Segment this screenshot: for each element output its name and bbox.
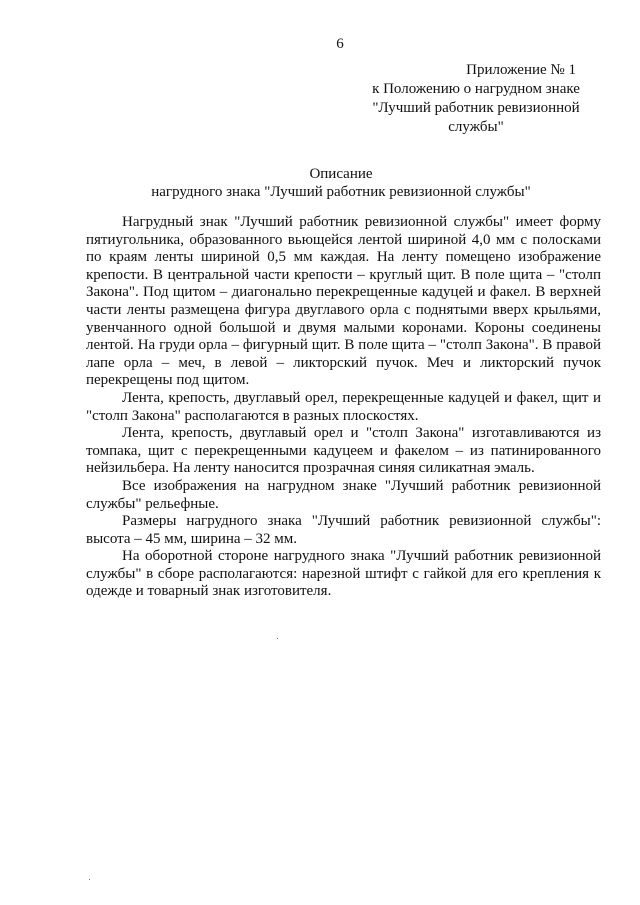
- appendix-reference-line: "Лучший работник ревизионной: [372, 100, 580, 116]
- appendix-reference-line: к Положению о нагрудном знаке: [372, 81, 580, 97]
- paragraph: Размеры нагрудного знака "Лучший работник ревизионной службы": высота – 45 мм, ширина – 32 мм.: [86, 513, 601, 547]
- heading-subtitle: нагрудного знака "Лучший работник ревизионной службы": [151, 184, 531, 200]
- description-body: [86, 214, 601, 601]
- document-heading: [78, 165, 604, 201]
- appendix-title: Приложение № 1: [466, 62, 576, 78]
- appendix-reference-line: службы": [448, 119, 504, 135]
- paragraph: На оборотной стороне нагрудного знака "Лучший работник ревизионной службы" в сборе располагаются: нарезной штифт с гайкой для его крепления к одежде и товарный знак изготовителя.: [86, 548, 601, 600]
- appendix-block: [360, 61, 592, 137]
- paragraph: Нагрудный знак "Лучший работник ревизионной службы" имеет форму пятиугольника, образованного вьющейся лентой шириной 4,0 мм с полосками по краям ленты шириной 0,5 мм каждая. На ленту помещено изображение крепости. В центральной части крепости – круглый щит. В поле щита – "столп Закона". Под щитом – диагонально перекрещенные кадуцей и факел. В верхней части ленты размещена фигура двуглавого орла с поднятыми вверх крыльями, увенчанного одной большой и двумя малыми коронами. Короны соединены лентой. На груди орла – фигурный щит. В поле щита – "столп Закона". В правой лапе орла – меч, в левой – ликторский пучок. Меч и ликторский пучок перекрещены под щитом.: [86, 214, 601, 389]
- scan-artifact: [89, 879, 90, 880]
- page-number: 6: [336, 36, 344, 52]
- paragraph: Все изображения на нагрудном знаке "Лучший работник ревизионной службы" рельефные.: [86, 477, 601, 512]
- scan-artifact: [277, 638, 278, 639]
- paragraph: Лента, крепость, двуглавый орел и "столп Закона" изготавливаются из томпака, щит с перекрещенными кадуцеем и факелом – из патинированного нейзильбера. На ленту наносится прозрачная синяя силикатная эмаль.: [86, 425, 601, 477]
- paragraph: Лента, крепость, двуглавый орел, перекрещенные кадуцей и факел, щит и "столп Закона" располагаются в разных плоскостях.: [86, 389, 601, 424]
- heading-title: Описание: [309, 166, 373, 182]
